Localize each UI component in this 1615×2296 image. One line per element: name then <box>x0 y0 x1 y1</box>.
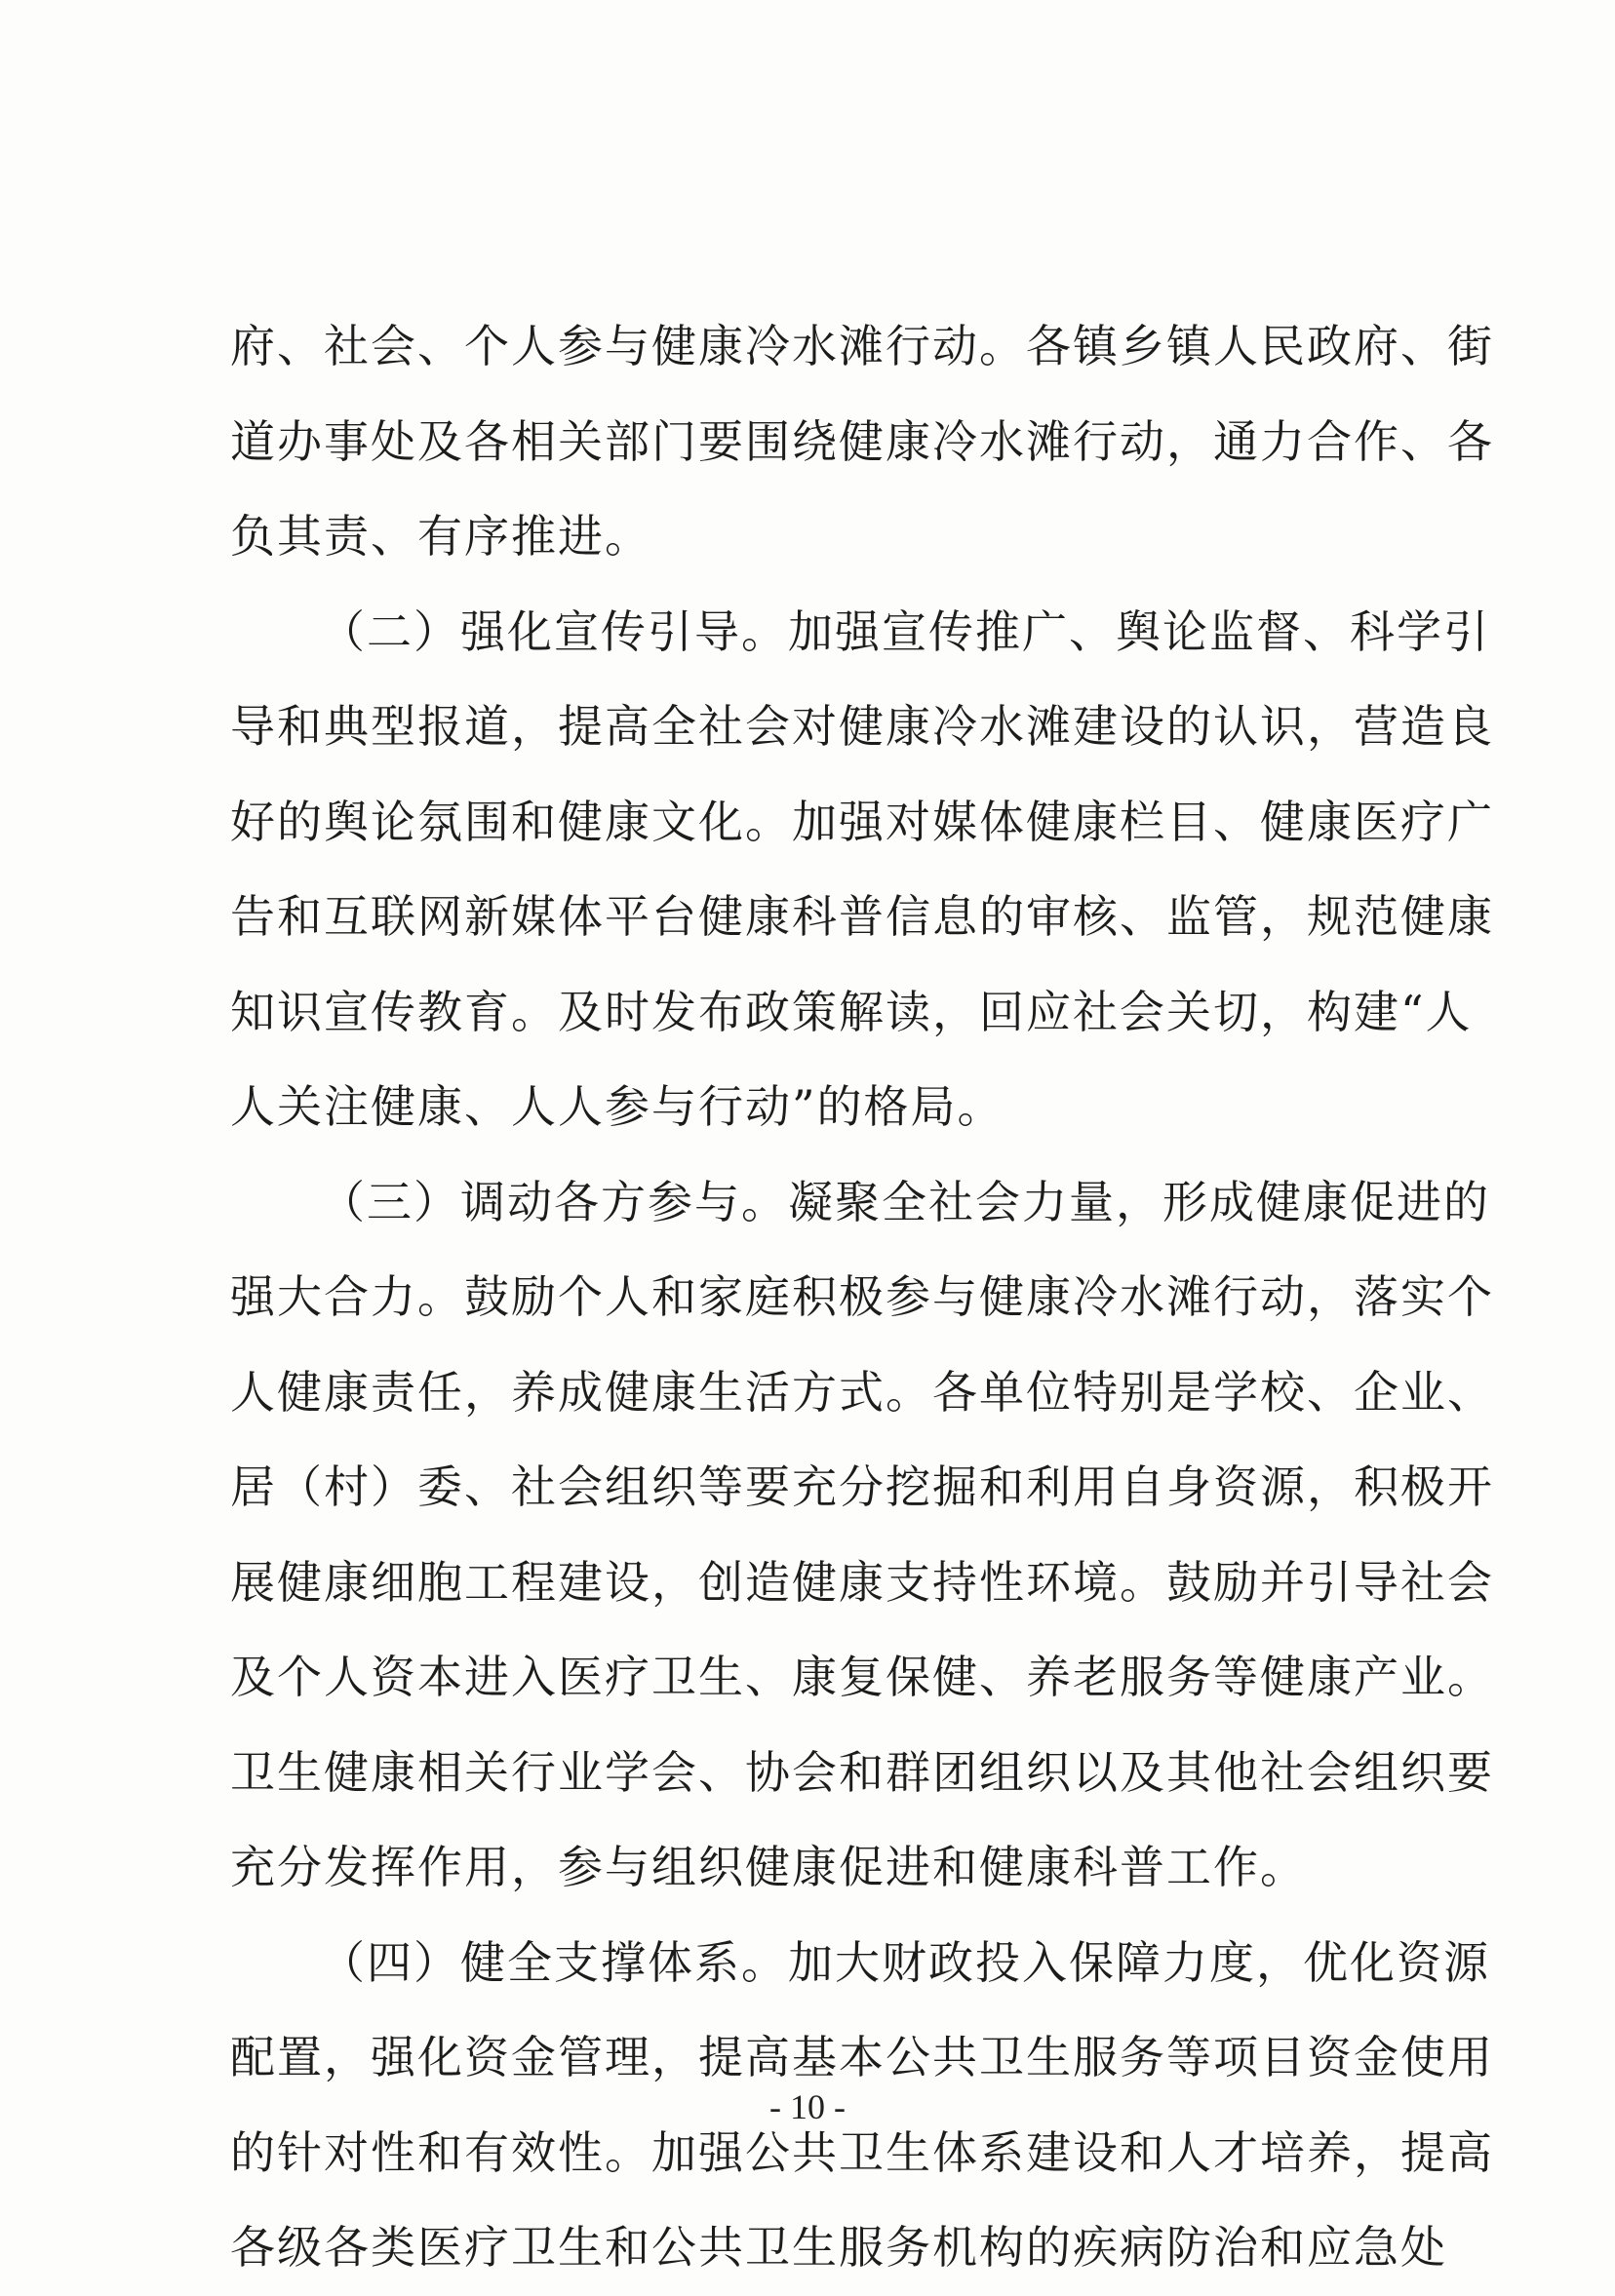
text-line: 展健康细胞工程建设，创造健康支持性环境。鼓励并引导社会 <box>230 1555 1494 1609</box>
text-line: 告和互联网新媒体平台健康科普信息的审核、监管，规范健康 <box>230 890 1494 943</box>
text-line: （二）强化宣传引导。加强宣传推广、舆论监督、科学引 <box>320 604 1490 658</box>
text-line: 人关注健康、人人参与行动”的格局。 <box>230 1080 1004 1133</box>
text-line: 府、社会、个人参与健康冷水滩行动。各镇乡镇人民政府、街 <box>230 320 1494 372</box>
body-text <box>230 299 1494 2296</box>
text-line: 导和典型报道，提高全社会对健康冷水滩建设的认识，营造良 <box>230 700 1494 753</box>
text-line: 人健康责任，养成健康生活方式。各单位特别是学校、企业、 <box>230 1365 1494 1419</box>
text-line: 各级各类医疗卫生和公共卫生服务机构的疾病防治和应急处 <box>230 2221 1447 2274</box>
text-line: （四）健全支撑体系。加大财政投入保障力度，优化资源 <box>320 1935 1490 1989</box>
text-line: 充分发挥作用，参与组织健康促进和健康科普工作。 <box>230 1841 1307 1893</box>
text-line: 的针对性和有效性。加强公共卫生体系建设和人才培养，提高 <box>230 2125 1494 2179</box>
text-line: 配置，强化资金管理，提高基本公共卫生服务等项目资金使用 <box>230 2031 1494 2083</box>
text-line: （三）调动各方参与。凝聚全社会力量，形成健康促进的 <box>320 1175 1490 1228</box>
text-line: 知识宣传教育。及时发布政策解读，回应社会关切，构建“人 <box>230 985 1473 1038</box>
text-line: 道办事处及各相关部门要围绕健康冷水滩行动，通力合作、各 <box>230 414 1494 468</box>
text-line: 好的舆论氛围和健康文化。加强对媒体健康栏目、健康医疗广 <box>230 795 1494 848</box>
text-line: 负其责、有序推进。 <box>230 510 651 563</box>
text-line: 及个人资本进入医疗卫生、康复保健、养老服务等健康产业。 <box>230 1651 1494 1703</box>
text-line: 强大合力。鼓励个人和家庭积极参与健康冷水滩行动，落实个 <box>230 1270 1494 1323</box>
text-line: 卫生健康相关行业学会、协会和群团组织以及其他社会组织要 <box>230 1745 1494 1799</box>
page-number: - 10 - <box>769 2087 846 2126</box>
text-line: 居（村）委、社会组织等要充分挖掘和利用自身资源，积极开 <box>230 1460 1494 1513</box>
